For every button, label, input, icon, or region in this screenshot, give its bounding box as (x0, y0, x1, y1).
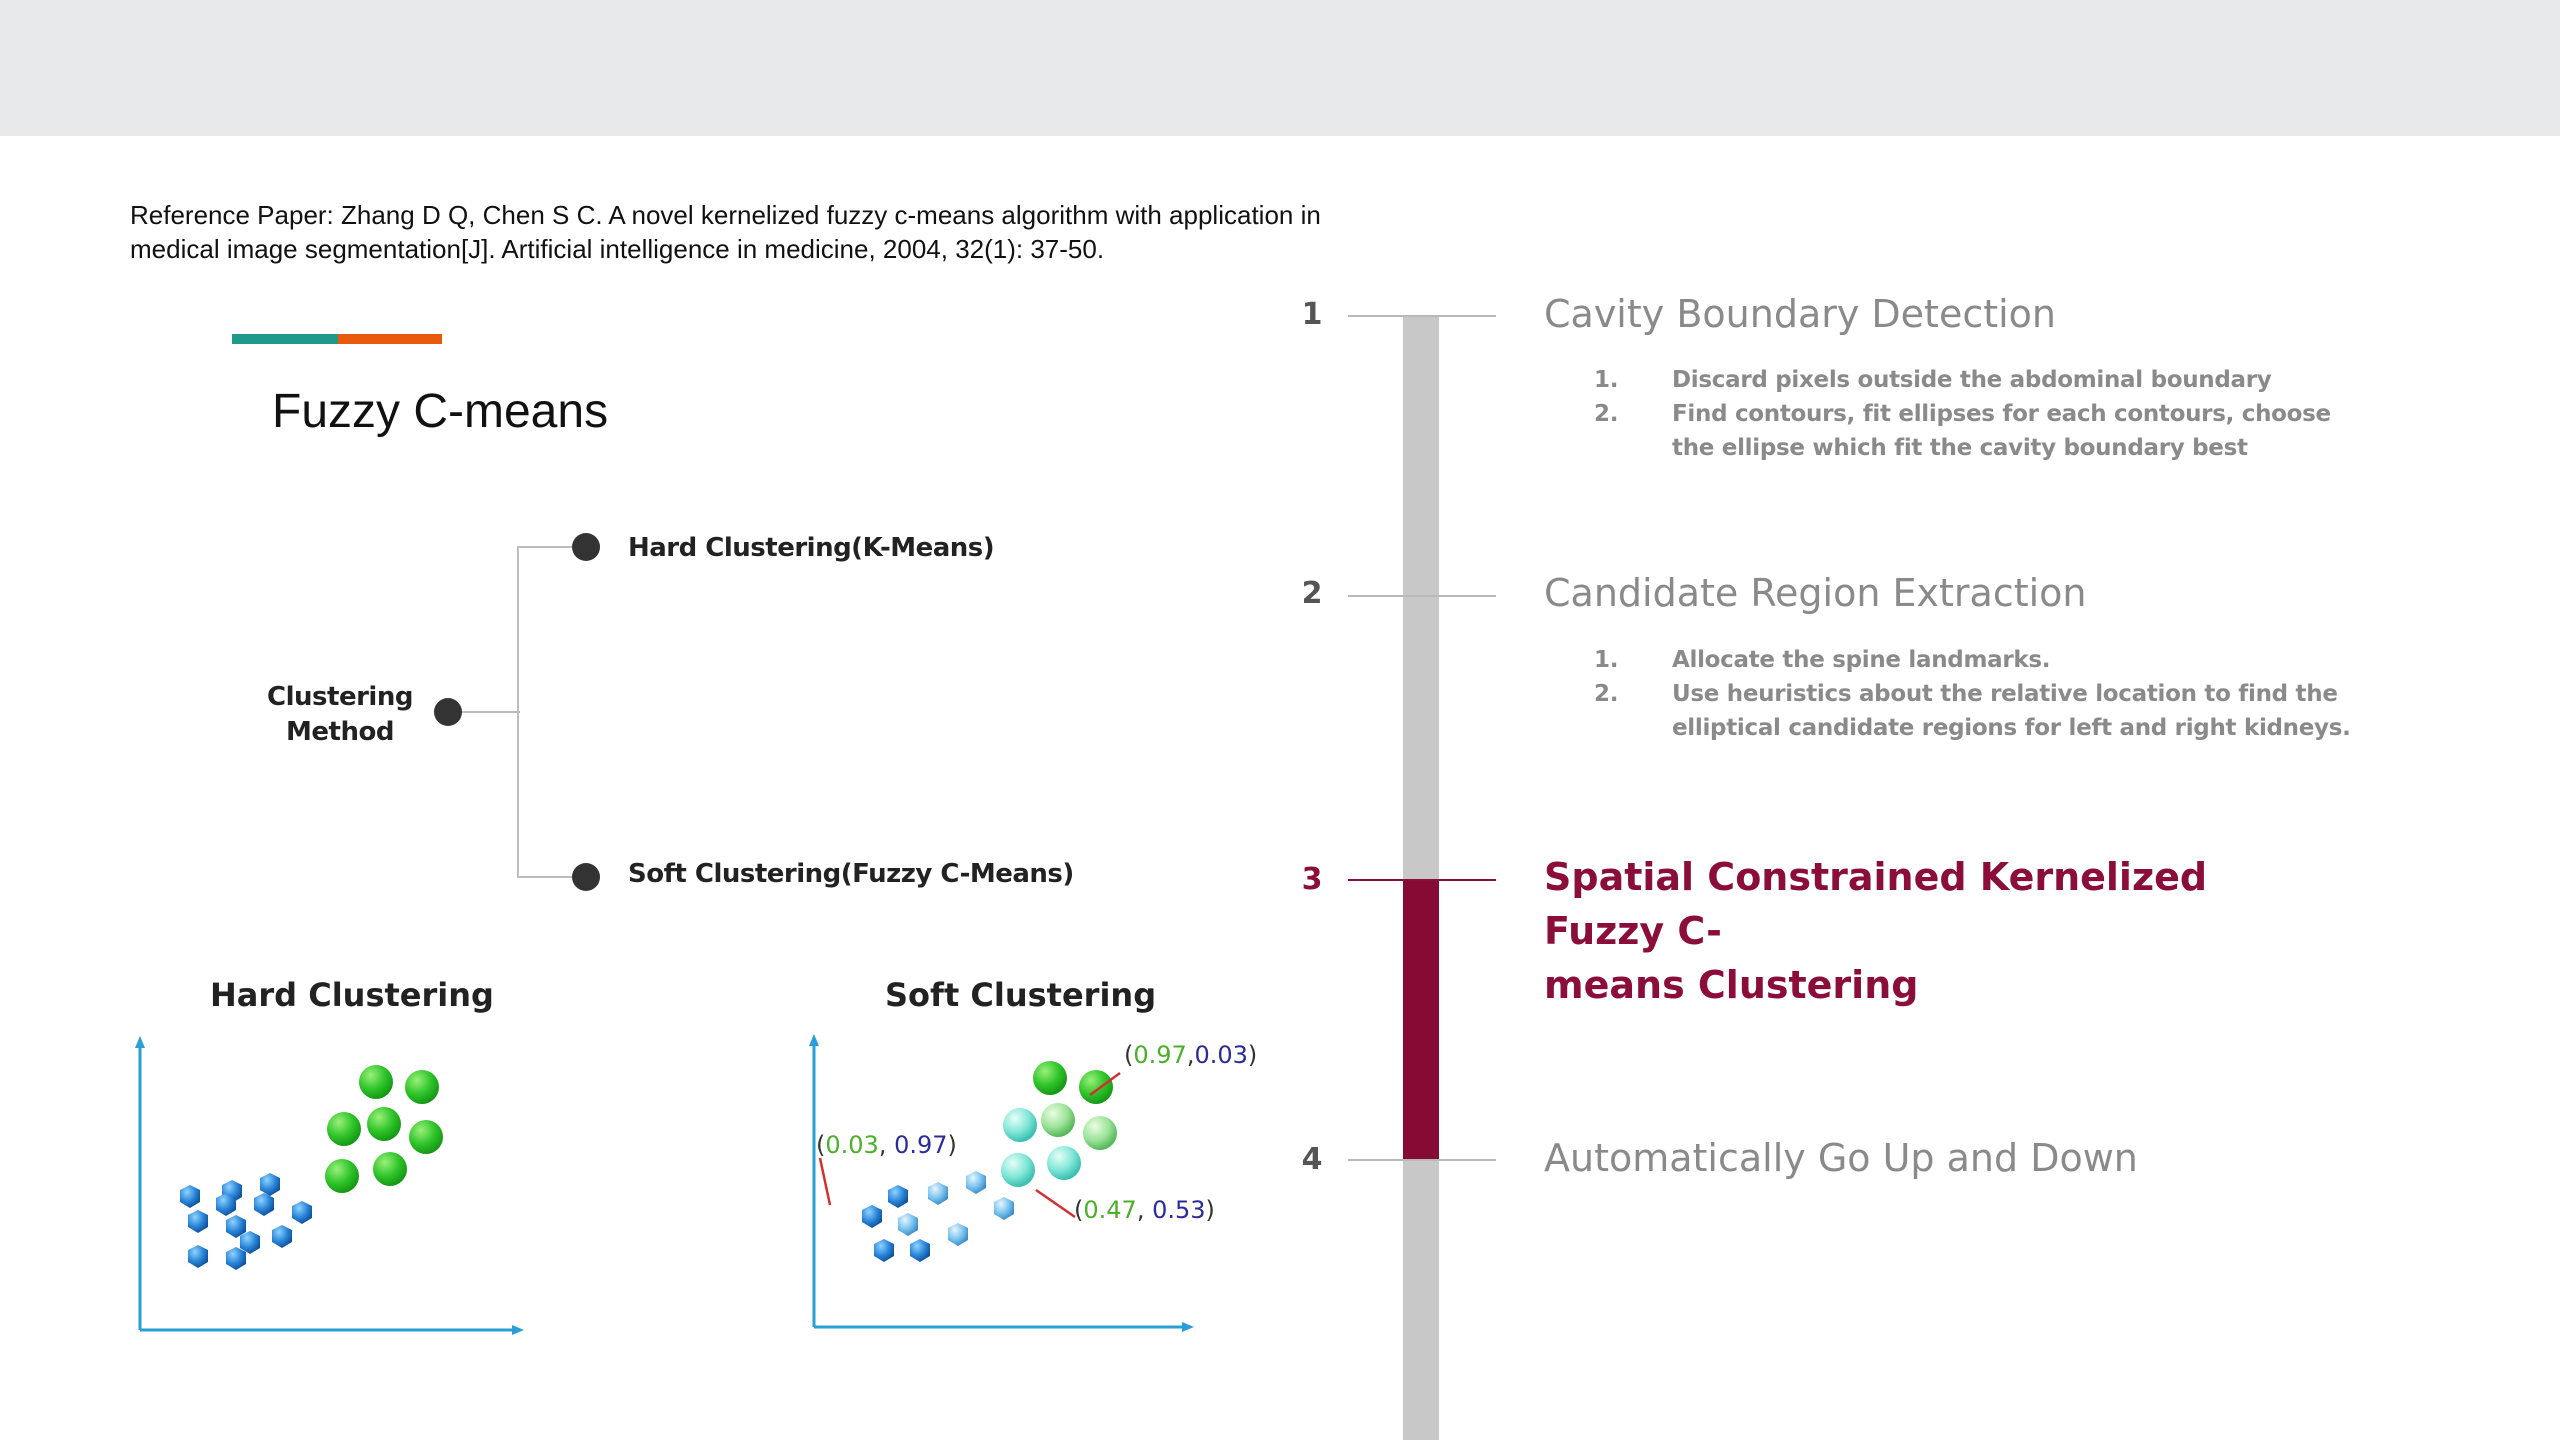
list-item: 1. Allocate the spine landmarks. (1594, 647, 2051, 673)
step-number-4[interactable]: 4 (1301, 1142, 1323, 1177)
timeline-rail (1403, 315, 1439, 1440)
step-number-1[interactable]: 1 (1301, 297, 1323, 332)
hard-clustering-plot (110, 1030, 540, 1350)
branch-label-hard: Hard Clustering(K-Means) (628, 533, 995, 563)
step-2-details (1594, 643, 2354, 745)
hard-node-dot (572, 533, 600, 561)
root-label-line1: Clustering (267, 682, 413, 712)
step-title-3-line2: means Clustering (1544, 963, 1919, 1007)
soft-blue-cluster-icon (862, 1171, 1014, 1262)
step-title-3[interactable] (1544, 850, 2324, 1012)
step-title-4[interactable]: Automatically Go Up and Down (1544, 1136, 2138, 1180)
root-node-dot (434, 698, 462, 726)
step-title-3-line1: Spatial Constrained Kernelized Fuzzy C- (1544, 855, 2208, 953)
green-cluster-icon (325, 1065, 443, 1193)
list-item: 2. Use heuristics about the relative location to find the elliptical candidate regions for left and right kidneys. (1594, 681, 2351, 741)
timeline-active-segment (1403, 880, 1439, 1160)
step-number-2[interactable]: 2 (1301, 576, 1323, 611)
membership-label-3: (0.47, 0.53) (1074, 1196, 1215, 1224)
step-title-1[interactable]: Cavity Boundary Detection (1544, 292, 2057, 336)
step-tick-2 (1348, 595, 1496, 597)
soft-node-dot (572, 863, 600, 891)
step-tick-3 (1348, 879, 1496, 881)
soft-clustering-plot (790, 1030, 1270, 1350)
root-label-line2: Method (286, 717, 394, 747)
clustering-method-tree (0, 0, 1300, 1000)
step-number-3[interactable]: 3 (1301, 862, 1323, 897)
list-item: 1. Discard pixels outside the abdominal boundary (1594, 367, 2272, 393)
reference-citation: Reference Paper: Zhang D Q, Chen S C. A novel kernelized fuzzy c-means algorithm with application in medical image segmentation[J]. Artificial intelligence in medicine, 2004, 32(1): 37-50. (130, 200, 1321, 264)
membership-label-2: (0.03, 0.97) (816, 1131, 957, 1159)
membership-label-1: (0.97,0.03) (1124, 1041, 1258, 1069)
hard-clustering-title: Hard Clustering (210, 976, 494, 1014)
soft-clustering-title: Soft Clustering (885, 976, 1157, 1014)
blue-cluster-icon (180, 1173, 312, 1270)
step-tick-4 (1348, 1159, 1496, 1161)
step-tick-1 (1348, 315, 1496, 317)
step-1-details (1594, 363, 2354, 465)
section-title: Fuzzy C-means (272, 385, 609, 438)
soft-green-cluster-icon (1001, 1061, 1117, 1187)
list-item: 2. Find contours, fit ellipses for each contours, choose the ellipse which fit the cavity boundary best (1594, 401, 2331, 461)
branch-label-soft: Soft Clustering(Fuzzy C-Means) (628, 859, 1074, 889)
step-title-2[interactable]: Candidate Region Extraction (1544, 571, 2087, 615)
soft-axes-icon (809, 1034, 1194, 1332)
